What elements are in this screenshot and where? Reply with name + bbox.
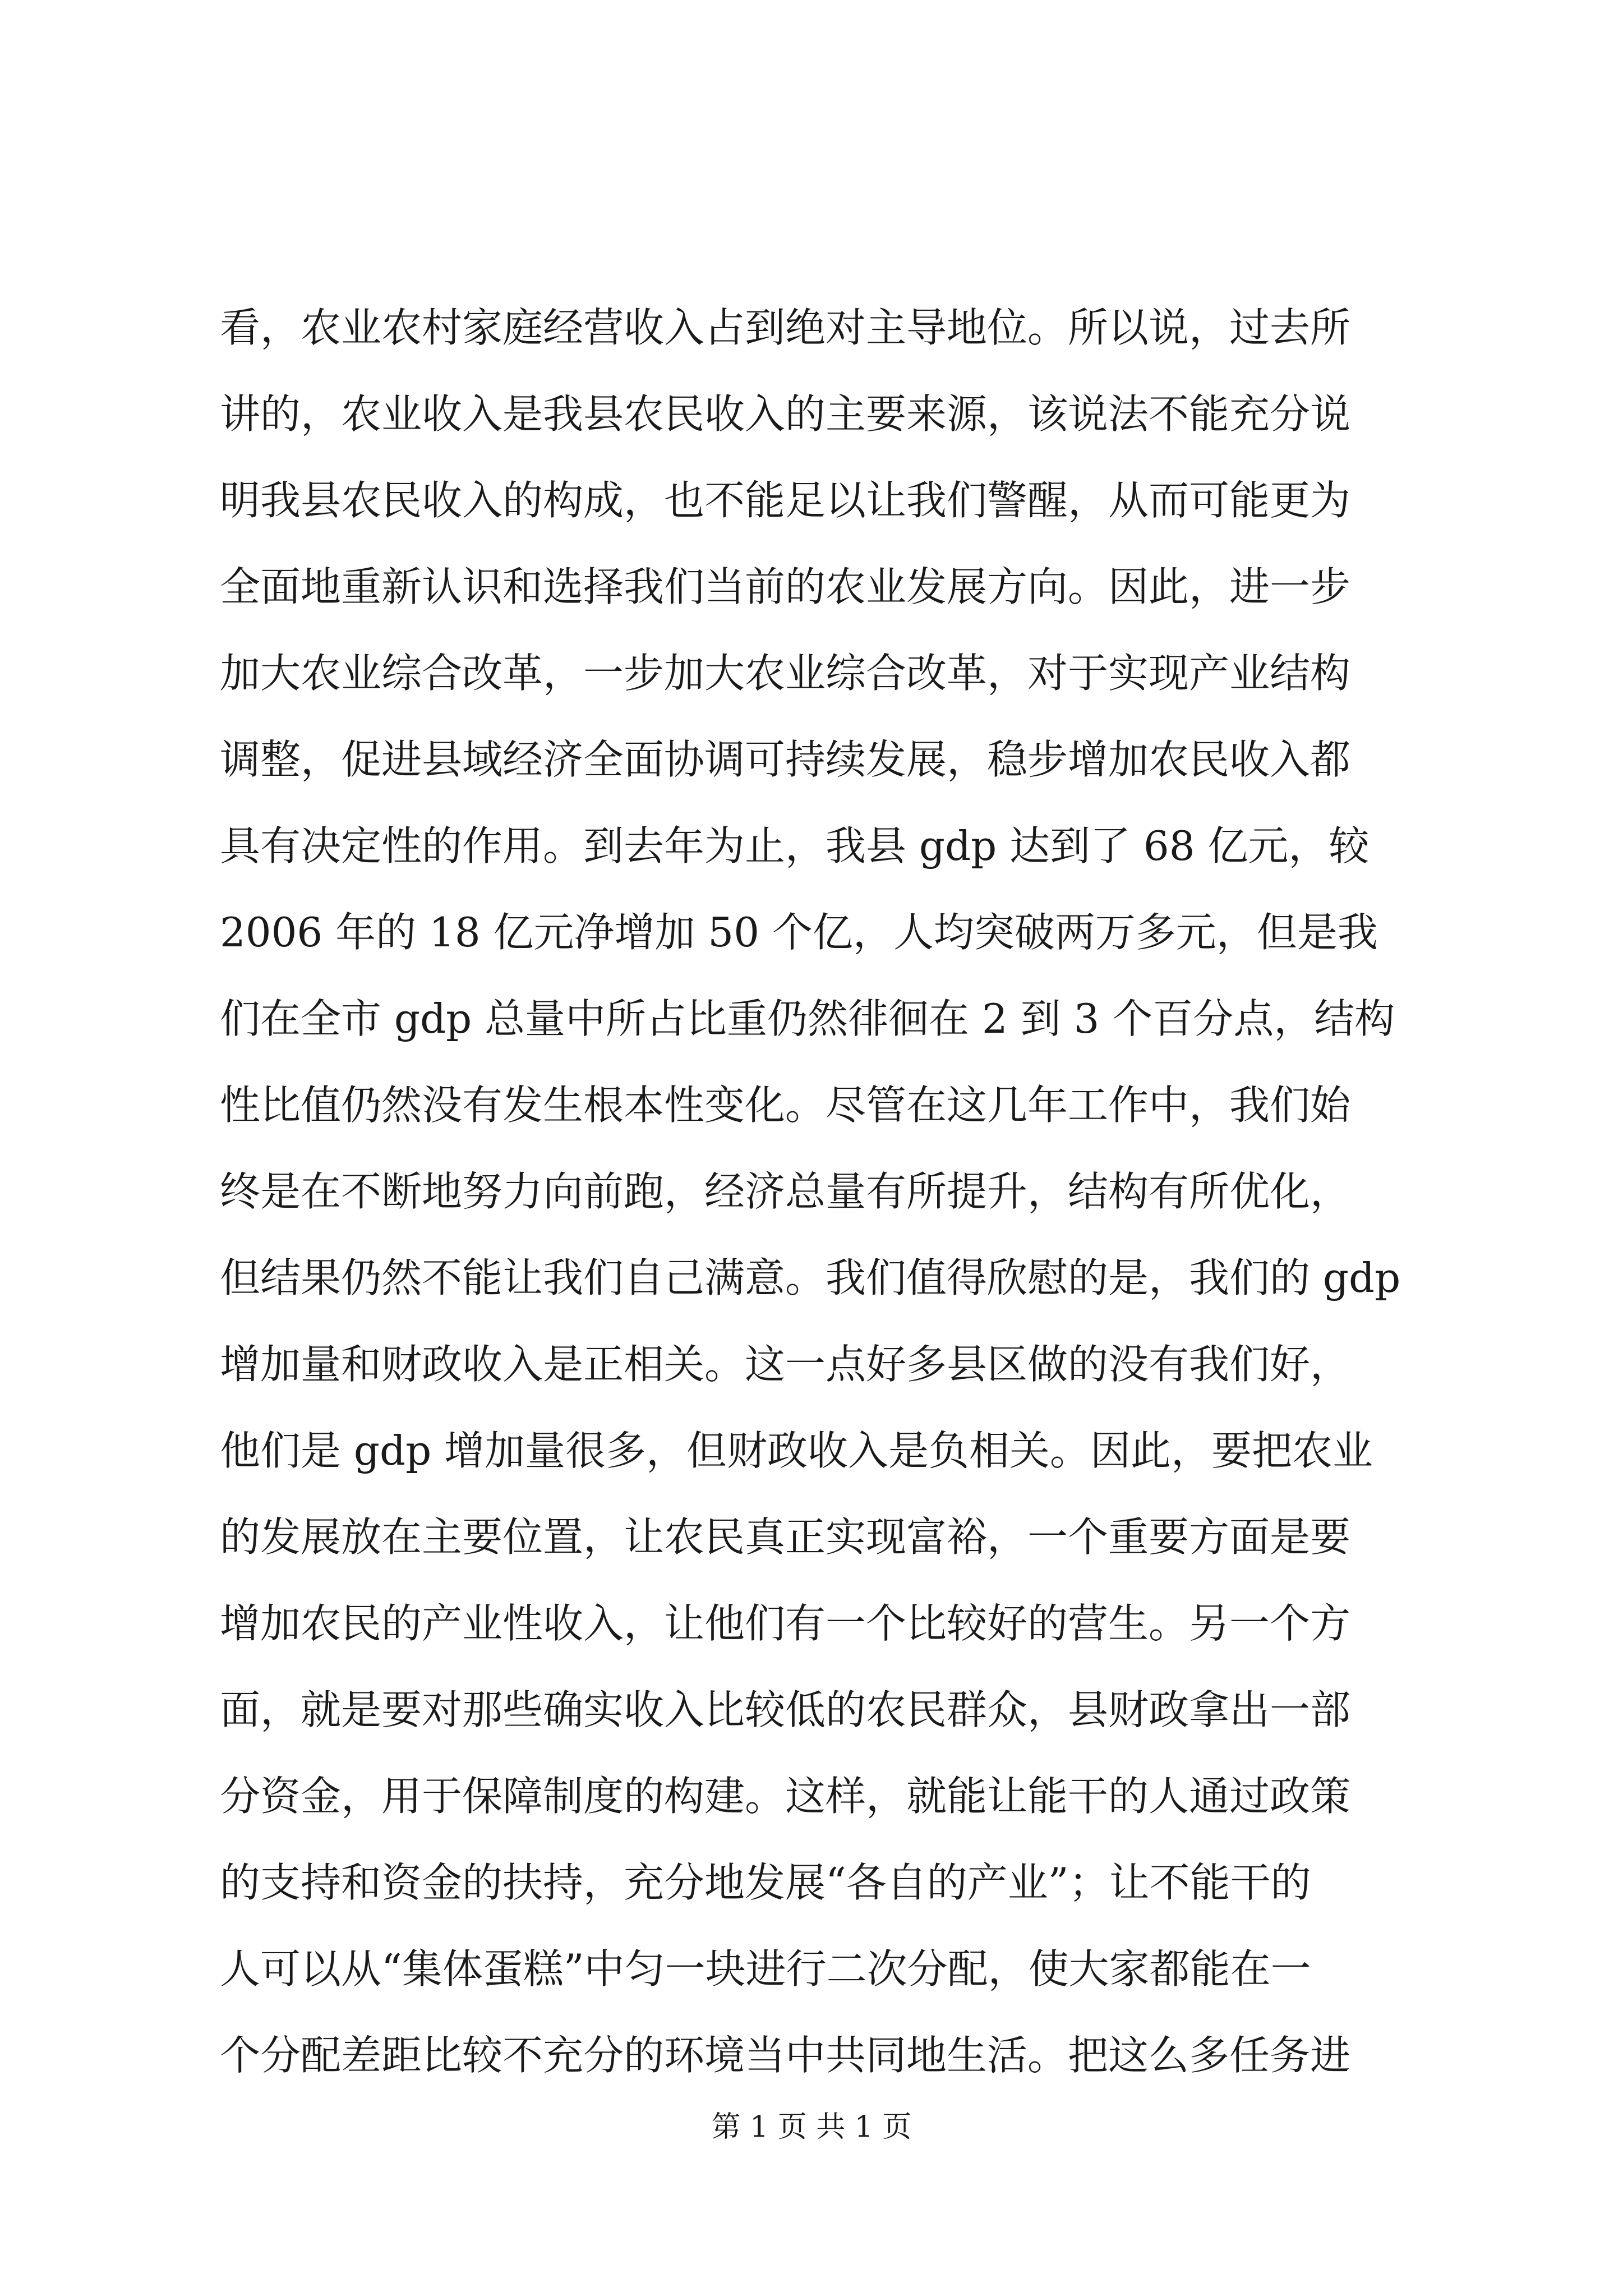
text-line: 调整，促进县域经济全面协调可持续发展，稳步增加农民收入都	[220, 736, 1351, 783]
text-line: 明我县农民收入的构成，也不能足以让我们警醒，从而可能更为	[220, 477, 1351, 524]
text-line: 2006 年的 18 亿元净增加 50 个亿，人均突破两万多元，但是我	[220, 909, 1378, 956]
text-line: 的支持和资金的扶持，充分地发展“各自的产业”；让不能干的	[220, 1859, 1311, 1906]
text-line: 全面地重新认识和选择我们当前的农业发展方向。因此，进一步	[220, 563, 1351, 610]
text-line: 人可以从“集体蛋糕”中匀一块进行二次分配，使大家都能在一	[220, 1945, 1311, 1993]
text-line: 他们是 gdp 增加量很多，但财政收入是负相关。因此，要把农业	[220, 1427, 1373, 1474]
text-line: 面，就是要对那些确实收入比较低的农民群众，县财政拿出一部	[220, 1686, 1351, 1733]
text-line: 具有决定性的作用。到去年为止，我县 gdp 达到了 68 亿元，较	[220, 822, 1370, 869]
text-line: 看，农业农村家庭经营收入占到绝对主导地位。所以说，过去所	[220, 304, 1351, 351]
text-line: 增加量和财政收入是正相关。这一点好多县区做的没有我们好，	[220, 1341, 1351, 1388]
text-line: 分资金，用于保障制度的构建。这样，就能让能干的人通过政策	[220, 1773, 1351, 1820]
text-line: 个分配差距比较不充分的环境当中共同地生活。把这么多任务进	[220, 2032, 1351, 2079]
text-line: 的发展放在主要位置，让农民真正实现富裕，一个重要方面是要	[220, 1513, 1351, 1561]
text-line: 性比值仍然没有发生根本性变化。尽管在这几年工作中，我们始	[220, 1082, 1351, 1129]
text-line: 们在全市 gdp 总量中所占比重仍然徘徊在 2 到 3 个百分点，结构	[220, 995, 1395, 1042]
page-number-footer: 第 1 页 共 1 页	[711, 2110, 912, 2144]
text-line: 增加农民的产业性收入，让他们有一个比较好的营生。另一个方	[220, 1600, 1351, 1647]
text-line: 加大农业综合改革，一步加大农业综合改革，对于实现产业结构	[220, 650, 1351, 697]
text-line: 终是在不断地努力向前跑，经济总量有所提升，结构有所优化，	[220, 1168, 1351, 1215]
text-line: 但结果仍然不能让我们自己满意。我们值得欣慰的是，我们的 gdp	[220, 1254, 1401, 1301]
text-line: 讲的，农业收入是我县农民收入的主要来源，该说法不能充分说	[220, 390, 1351, 438]
